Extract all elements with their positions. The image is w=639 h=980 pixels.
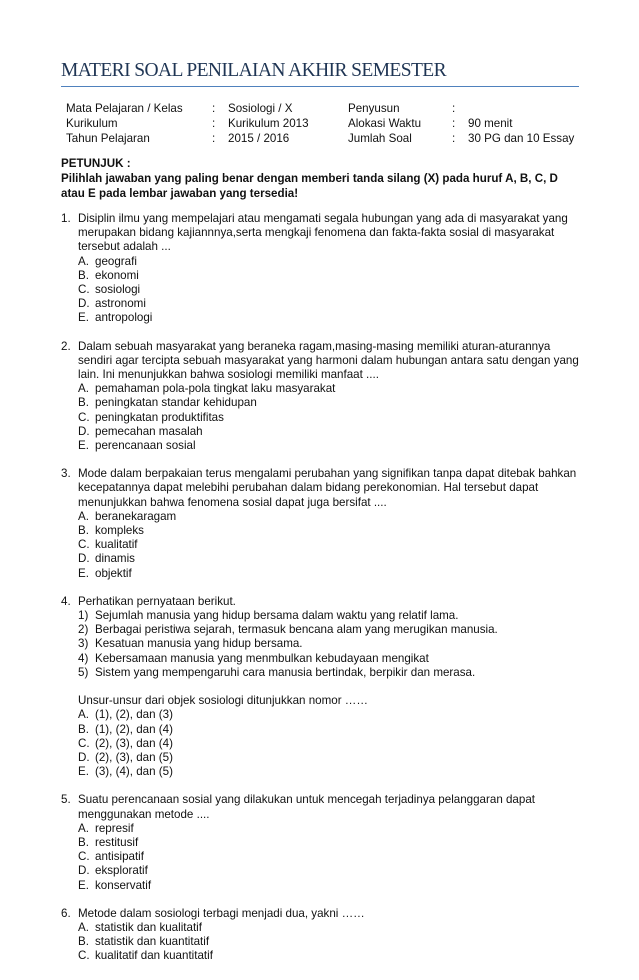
option: [78, 567, 586, 581]
question-number: 3.: [61, 467, 71, 481]
info-colon: :: [452, 102, 456, 115]
question-text: Mode dalam berpakaian terus mengalami perubahan yang signifikan tanpa dapat ditebak bahkan kecepatannya dapat melebihi perubahan dalam bidang perekonomian. Hal tersebut dapat menunjukkan bahwa fenomena sosial dapat juga bersifat ....: [78, 467, 577, 509]
option-letter: B.: [78, 835, 89, 849]
option-letter: C.: [78, 538, 90, 552]
info-label: Penyusun: [348, 102, 400, 115]
statement-number: 5): [78, 665, 89, 679]
option-letter: A.: [78, 708, 89, 722]
option-letter: B.: [78, 524, 89, 538]
option: [78, 822, 586, 836]
question-list: [61, 212, 586, 978]
info-colon: :: [452, 117, 456, 130]
option: [78, 723, 586, 737]
info-label: Alokasi Waktu: [348, 117, 422, 130]
option-text: represif: [95, 821, 134, 835]
info-label: Jumlah Soal: [348, 132, 412, 145]
title-underline: [61, 86, 579, 87]
statement: [78, 637, 586, 651]
option-letter: C.: [78, 410, 90, 424]
statement-number: 4): [78, 651, 89, 665]
option-letter: A.: [78, 254, 89, 268]
option: [78, 311, 586, 325]
option-letter: D.: [78, 297, 90, 311]
option: [78, 751, 586, 765]
option-letter: B.: [78, 396, 89, 410]
statement-number: 2): [78, 623, 89, 637]
option-letter: A.: [78, 382, 89, 396]
statement: [78, 652, 586, 666]
option: [78, 935, 586, 949]
option-text: statistik dan kuantitatif: [95, 935, 210, 949]
question-4: [61, 595, 586, 779]
option-text: pemahaman pola-pola tingkat laku masyarakat: [95, 382, 336, 396]
question-number: 4.: [61, 594, 71, 608]
statement-number: 3): [78, 637, 89, 651]
question-text: Dalam sebuah masyarakat yang beraneka ragam,masing-masing memiliki aturan-aturannya sendiri agar tercipta sebuah masyarakat yang harmoni dalam hubungan antara satu dengan yang lain. Ini menunjukkan bahwa sosiologi memiliki manfaat ....: [78, 339, 579, 382]
option-text: (2), (3), dan (5): [95, 750, 173, 764]
option-text: kualitatif: [95, 538, 138, 552]
option: [78, 439, 586, 453]
option-letter: D.: [78, 424, 90, 438]
statement-text: Kebersamaan manusia yang menmbulkan kebudayaan mengikat: [95, 651, 429, 665]
info-colon: :: [212, 102, 216, 115]
option-text: geografi: [95, 254, 137, 268]
option-text: (1), (2), dan (3): [95, 708, 173, 722]
instructions-line: atau E pada lembar jawaban yang tersedia!: [61, 187, 299, 200]
info-value: 2015 / 2016: [228, 132, 290, 145]
option: [78, 425, 586, 439]
option: [78, 411, 586, 425]
option-text: astronomi: [95, 297, 146, 311]
option-letter: A.: [78, 509, 89, 523]
option: [78, 879, 586, 893]
statement-number: 1): [78, 609, 89, 623]
statement: [78, 666, 586, 680]
option: [78, 949, 586, 963]
option: [78, 297, 586, 311]
option-letter: B.: [78, 935, 89, 949]
option: [78, 921, 586, 935]
question-sub-prompt: Unsur-unsur dari objek sosiologi ditunjukkan nomor ……: [78, 694, 368, 708]
info-value: Sosiologi / X: [228, 102, 293, 115]
option-text: dinamis: [95, 552, 135, 566]
option-text: perencanaan sosial: [95, 439, 196, 453]
option-letter: B.: [78, 722, 89, 736]
option: [78, 283, 586, 297]
question-number: 6.: [61, 906, 71, 920]
option: [78, 524, 586, 538]
question-text: Perhatikan pernyataan berikut.: [78, 594, 236, 608]
option-text: eksploratif: [95, 864, 148, 878]
info-colon: :: [212, 132, 216, 145]
option: [78, 396, 586, 410]
question-2: [61, 340, 586, 454]
option-text: konservatif: [95, 878, 152, 892]
document-title: MATERI SOAL PENILAIAN AKHIR SEMESTER: [61, 60, 447, 81]
info-label: Tahun Pelajaran: [66, 132, 150, 145]
info-value: 90 menit: [468, 117, 513, 130]
option: [78, 864, 586, 878]
option-letter: E.: [78, 311, 89, 325]
option-text: restitusif: [95, 835, 139, 849]
question-text: Metode dalam sosiologi terbagi menjadi dua, yakni ……: [78, 906, 365, 920]
option-text: sosiologi: [95, 283, 141, 297]
option: [78, 269, 586, 283]
question-number: 2.: [61, 339, 71, 353]
question-number: 5.: [61, 793, 71, 807]
option-letter: C.: [78, 949, 90, 963]
option-text: objektif: [95, 566, 132, 580]
option: [78, 538, 586, 552]
option-text: (2), (3), dan (4): [95, 736, 173, 750]
instructions: [61, 156, 581, 201]
option-letter: D.: [78, 864, 90, 878]
option-letter: A.: [78, 821, 89, 835]
option-text: statistik dan kualitatif: [95, 920, 202, 934]
option-letter: D.: [78, 750, 90, 764]
option-letter: A.: [78, 920, 89, 934]
option-text: ekonomi: [95, 268, 139, 282]
option: [78, 552, 586, 566]
option: [78, 765, 586, 779]
question-text: Suatu perencanaan sosial yang dilakukan untuk mencegah terjadinya pelanggaran dapat menggunakan metode ....: [78, 793, 535, 821]
statement: [78, 623, 586, 637]
instructions-line: Pilihlah jawaban yang paling benar dengan memberi tanda silang (X) pada huruf A, B, C, D: [61, 172, 558, 185]
option-text: (3), (4), dan (5): [95, 765, 173, 779]
option-letter: E.: [78, 566, 89, 580]
question-6: [61, 907, 586, 964]
option: [78, 255, 586, 269]
info-value: Kurikulum 2013: [228, 117, 309, 130]
option-letter: E.: [78, 765, 89, 779]
question-number: 1.: [61, 212, 71, 225]
info-value: 30 PG dan 10 Essay: [468, 132, 575, 145]
option-letter: D.: [78, 552, 90, 566]
option-text: beranekaragam: [95, 509, 177, 523]
statement: [78, 609, 586, 623]
option-text: pemecahan masalah: [95, 424, 203, 438]
info-label: Mata Pelajaran / Kelas: [66, 102, 183, 115]
option-text: kompleks: [95, 524, 144, 538]
statement-text: Sistem yang mempengaruhi cara manusia bertindak, berpikir dan merasa.: [95, 665, 476, 679]
option: [78, 737, 586, 751]
option: [78, 850, 586, 864]
option-text: peningkatan produktifitas: [95, 410, 224, 424]
question-5: [61, 793, 586, 892]
info-label: Kurikulum: [66, 117, 118, 130]
option-letter: B.: [78, 268, 89, 282]
info-colon: :: [452, 132, 456, 145]
option: [78, 708, 586, 722]
option-text: antisipatif: [95, 850, 144, 864]
option: [78, 836, 586, 850]
option-text: antropologi: [95, 311, 153, 325]
info-colon: :: [212, 117, 216, 130]
statement-text: Sejumlah manusia yang hidup bersama dalam waktu yang relatif lama.: [95, 609, 459, 623]
question-3: [61, 467, 586, 581]
question-1: [61, 212, 586, 326]
option: [78, 510, 586, 524]
option-text: kualitatif dan kuantitatif: [95, 949, 213, 963]
statement-text: Berbagai peristiwa sejarah, termasuk bencana alam yang merugikan manusia.: [95, 623, 498, 637]
option-letter: C.: [78, 283, 90, 297]
question-text: Disiplin ilmu yang mempelajari atau mengamati segala hubungan yang ada di masyarakat yang merupakan bidang kajiannnya,serta mengkaji fenomena dan fakta-fakta sosial di masyarakat tersebut adalah ...: [78, 212, 568, 254]
statement-text: Kesatuan manusia yang hidup bersama.: [95, 637, 303, 651]
option: [78, 382, 586, 396]
option-text: peningkatan standar kehidupan: [95, 396, 257, 410]
option-letter: E.: [78, 878, 89, 892]
option-letter: E.: [78, 439, 89, 453]
option-letter: C.: [78, 736, 90, 750]
option-text: (1), (2), dan (4): [95, 722, 173, 736]
option-letter: C.: [78, 850, 90, 864]
instructions-heading: PETUNJUK :: [61, 157, 131, 170]
